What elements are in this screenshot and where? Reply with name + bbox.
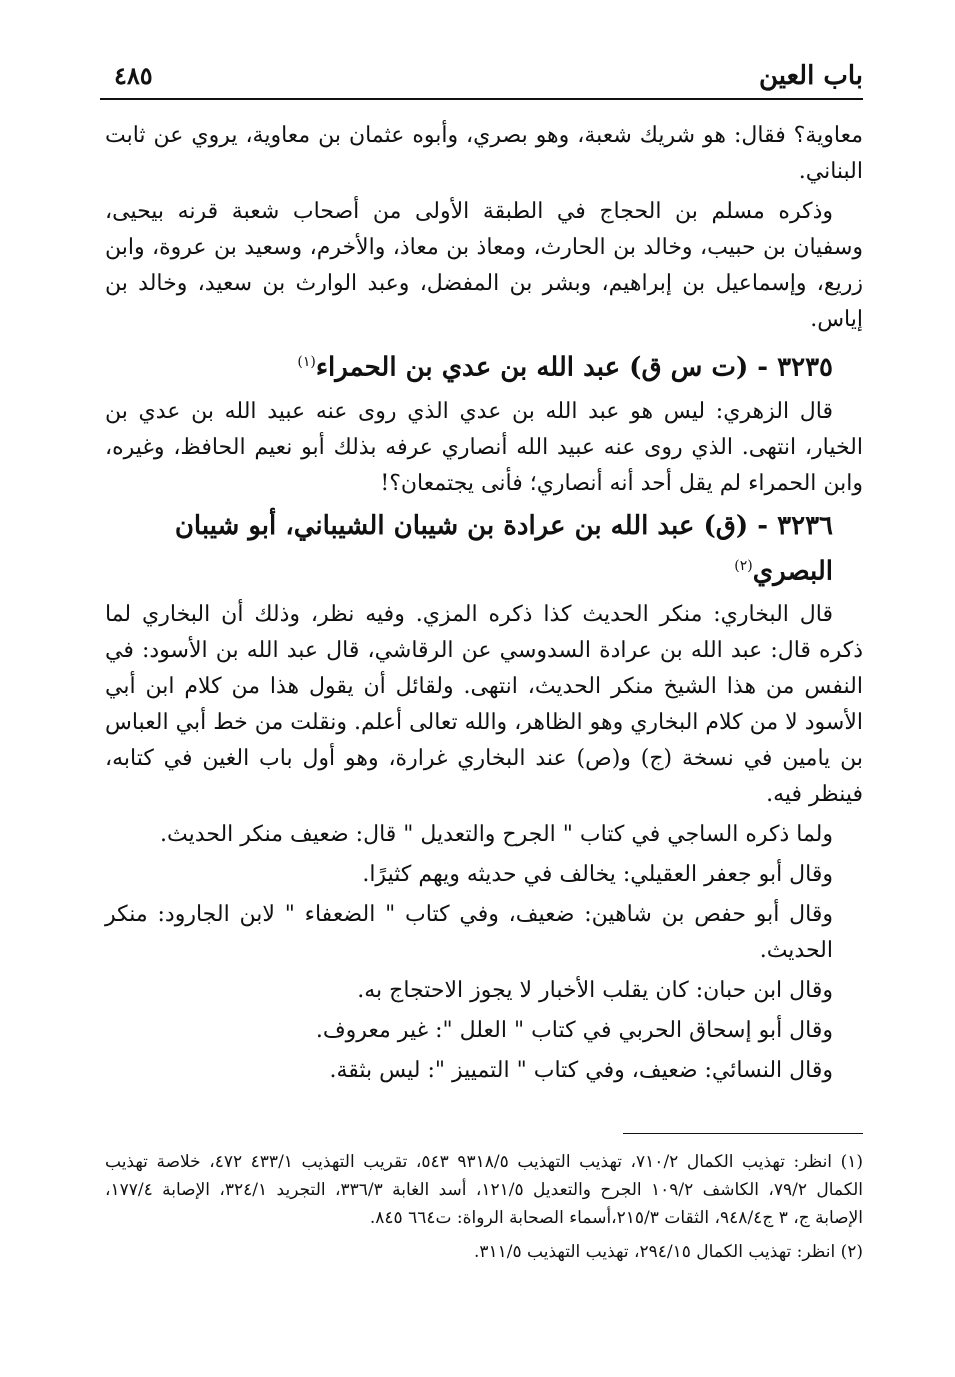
paragraph: قال الزهري: ليس هو عبد الله بن عدي الذي روى عنه عبيد الله بن عدي بن الخيار، انتهى. الذي روى عنه عبيد الله أنصاري عرفه بذلك أبو نعيم الحافظ، وغيره، وابن الحمراء لم يقل أحد أنه أنصاري؛ فأنى يجتمعان؟! — [105, 398, 863, 496]
quote-line: وقال النسائي: ضعيف، وفي كتاب " التمييز ": ليس بثقة. — [329, 1058, 833, 1084]
footnote-ref[interactable]: (٢) — [734, 557, 753, 574]
footnote: (٢) انظر: تهذيب الكمال ٢٩٤/١٥، تهذيب التهذيب ٣١١/٥. — [473, 1242, 863, 1262]
footnote-divider — [623, 1133, 863, 1134]
footnote: (١) انظر: تهذيب الكمال ٧١٠/٢، تهذيب التهذيب ٩٣١٨/٥ ٥٤٣، تقريب التهذيب ٤٣٣/١ ٤٧٢، خلاصة تهذيب الكمال ٧٩/٢، الكاشف ١٠٩/٢ الجرح والتعديل ١٢١/٥، أسد الغابة ٣٣٦/٣، التجريد ٣٢٤/١، الإصابة ١٧٧/٤، الإصابة ج، ٣ ج٩٤٨/٤، الثقات ٢١٥/٣،أسماء الصحابة الرواة: ت٦٦٤ ٨٤٥. — [105, 1152, 864, 1228]
paragraph: قال البخاري: منكر الحديث كذا ذكره المزي. وفيه نظر، وذلك أن البخاري لما ذكره قال: عبد الله بن عرادة السدوسي عن الرقاشي، قال عبد الله بن الأسود: في النفس من هذا الشيخ منكر الحديث، انتهى. ولقائل أن يقول هذا من كلام ابن أبي الأسود لا من كلام البخاري وهو الظاهر، والله تعالى أعلم. ونقلت من خط أبي العباس بن يامين في نسخة (ج) و(ص) عند البخاري غرارة، وهو أول باب الغين في كتابه، فينظر فيه. — [105, 602, 863, 808]
entry-heading-text: ٣٢٣٦ - (ق) عبد الله بن عرادة بن شيبان الشيباني، أبو شيبان البصري — [174, 510, 833, 587]
quote-line: ولما ذكره الساجي في كتاب " الجرح والتعديل " قال: ضعيف منكر الحديث. — [160, 822, 833, 848]
quote-line: وقال أبو جعفر العقيلي: يخالف في حديثه ويهم كثيرًا. — [362, 862, 833, 888]
page-header — [100, 58, 863, 100]
entry-heading — [105, 506, 863, 592]
entry-heading-text: ٣٢٣٥ - (ت س ق) عبد الله بن عدي بن الحمراء — [315, 352, 833, 383]
main-text — [105, 118, 863, 1093]
paragraph: معاوية؟ فقال: هو شريك شعبة، وهو بصري، وأبوه عثمان بن معاوية، يروي عن ثابت البناني. — [105, 123, 864, 184]
quote-line: وقال أبو حفص بن شاهين: ضعيف، وفي كتاب " الضعفاء " لابن الجارود: منكر الحديث. — [105, 902, 833, 964]
page-number: ٤٨٥ — [114, 61, 153, 90]
entry-heading — [105, 342, 863, 388]
quote-line: وقال أبو إسحاق الحربي في كتاب " العلل ": غير معروف. — [315, 1018, 833, 1044]
footnotes — [105, 1148, 863, 1272]
quote-line: وقال ابن حبان: كان يقلب الأخبار لا يجوز الاحتجاج به. — [357, 978, 833, 1004]
chapter-title: باب العين — [758, 61, 863, 91]
paragraph: وذكره مسلم بن الحجاج في الطبقة الأولى من أصحاب شعبة قرنه بيحيى، وسفيان بن حبيب، وخالد بن الحارث، ومعاذ بن معاذ، والأخرم، وسعيد بن عروة، وابن زريع، وإسماعيل بن إبراهيم، وبشر بن المفضل، وعبد الوارث بن سعيد، وخالد بن إياس. — [105, 199, 863, 332]
quotes-list — [105, 817, 863, 1089]
footnote-ref[interactable]: (١) — [297, 354, 316, 370]
